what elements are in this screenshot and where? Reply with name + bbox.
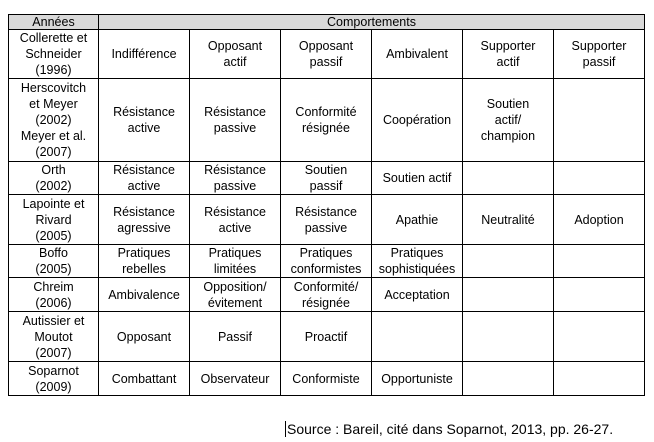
behavior-cell xyxy=(99,278,190,312)
behaviors-table xyxy=(8,14,645,396)
behavior-text: Résistance passive xyxy=(295,204,357,235)
author-cell xyxy=(9,79,99,162)
behavior-cell xyxy=(99,30,190,79)
behavior-cell xyxy=(372,30,463,79)
behavior-text: Combattant xyxy=(111,371,177,386)
author-text: Chreim (2006) xyxy=(33,279,74,310)
behavior-text: Observateur xyxy=(200,371,270,386)
behavior-cell xyxy=(190,362,281,396)
behavior-text: Passif xyxy=(217,329,253,344)
behavior-text: Résistance passive xyxy=(204,163,266,193)
author-cell xyxy=(9,362,99,396)
behavior-cell xyxy=(372,162,463,195)
behavior-cell xyxy=(554,195,645,245)
behavior-text: Résistance active xyxy=(204,204,266,235)
author-text: Lapointe et Rivard (2005) xyxy=(22,196,85,243)
behavior-text: Pratiques limitées xyxy=(208,246,262,276)
author-text: Collerette et Schneider (1996) xyxy=(19,31,88,77)
behavior-cell xyxy=(281,278,372,312)
behavior-text: Résistance agressive xyxy=(113,204,175,235)
behavior-cell xyxy=(99,162,190,195)
behavior-cell xyxy=(281,30,372,79)
behavior-cell xyxy=(554,362,645,396)
behavior-cell xyxy=(281,162,372,195)
author-cell xyxy=(9,245,99,278)
behavior-cell xyxy=(554,30,645,79)
behavior-cell xyxy=(99,312,190,362)
behavior-cell xyxy=(372,195,463,245)
behavior-cell xyxy=(463,195,554,245)
behavior-text: Proactif xyxy=(304,329,348,344)
behavior-text: Opposition/ évitement xyxy=(203,279,267,310)
behavior-text: Soutien actif xyxy=(382,171,452,185)
author-cell xyxy=(9,30,99,79)
behavior-text: Coopération xyxy=(382,113,452,127)
behavior-cell xyxy=(372,245,463,278)
behavior-cell xyxy=(372,79,463,162)
behavior-text: Supporter actif xyxy=(480,39,536,69)
table-row xyxy=(9,245,645,278)
author-cell xyxy=(9,195,99,245)
table-row xyxy=(9,362,645,396)
behavior-cell xyxy=(463,362,554,396)
behavior-text: Résistance passive xyxy=(204,105,266,135)
behavior-cell xyxy=(463,278,554,312)
behavior-cell xyxy=(554,162,645,195)
author-cell xyxy=(9,162,99,195)
header-row xyxy=(9,15,645,30)
behavior-cell xyxy=(554,79,645,162)
behavior-text: Résistance active xyxy=(113,105,175,135)
behavior-text: Pratiques conformistes xyxy=(290,246,362,276)
behavior-cell xyxy=(554,245,645,278)
behavior-cell xyxy=(463,245,554,278)
behavior-cell xyxy=(372,312,463,362)
behavior-cell xyxy=(463,312,554,362)
author-text: Soparnot (2009) xyxy=(28,363,79,394)
behavior-text: Ambivalence xyxy=(108,287,180,302)
behavior-text: Conformité/ résignée xyxy=(293,279,359,310)
behavior-cell xyxy=(190,245,281,278)
author-text: Boffo (2005) xyxy=(35,246,72,276)
behavior-text: Conformité résignée xyxy=(295,105,357,135)
author-cell xyxy=(9,312,99,362)
behavior-cell xyxy=(190,312,281,362)
source-citation xyxy=(285,420,613,438)
behavior-text: Adoption xyxy=(574,212,624,227)
behavior-cell xyxy=(372,362,463,396)
text-cursor xyxy=(285,421,286,437)
behavior-cell xyxy=(190,79,281,162)
table-row xyxy=(9,30,645,79)
behavior-text: Ambivalent xyxy=(386,47,448,61)
behavior-cell xyxy=(554,278,645,312)
behavior-text: Opposant xyxy=(116,329,172,344)
behavior-text: Opportuniste xyxy=(381,371,453,386)
table-row xyxy=(9,79,645,162)
author-text: Orth (2002) xyxy=(35,163,72,193)
behavior-cell xyxy=(372,278,463,312)
table-row xyxy=(9,312,645,362)
source-text: Source : Bareil, cité dans Soparnot, 2013, pp. 26-27. xyxy=(287,421,614,437)
behavior-cell xyxy=(463,79,554,162)
behavior-text: Pratiques rebelles xyxy=(117,246,171,276)
behavior-text: Soutien actif/ champion xyxy=(480,97,536,143)
behavior-text: Opposant passif xyxy=(298,39,354,69)
behavior-cell xyxy=(99,362,190,396)
behavior-cell xyxy=(554,312,645,362)
behavior-cell xyxy=(190,162,281,195)
behavior-text: Pratiques sophistiquées xyxy=(378,246,456,276)
author-cell xyxy=(9,278,99,312)
behavior-cell xyxy=(99,195,190,245)
behavior-cell xyxy=(190,278,281,312)
header-behaviors: Comportements xyxy=(99,15,645,30)
author-text: Herscovitch et Meyer (2002) Meyer et al. (2007) xyxy=(20,81,87,159)
table-row xyxy=(9,162,645,195)
behavior-text: Indifférence xyxy=(111,47,177,61)
behavior-text: Soutien passif xyxy=(304,163,348,193)
behavior-text: Résistance active xyxy=(113,163,175,193)
behavior-cell xyxy=(281,362,372,396)
table-row xyxy=(9,195,645,245)
behavior-cell xyxy=(281,195,372,245)
behavior-cell xyxy=(281,79,372,162)
behavior-cell xyxy=(99,245,190,278)
behavior-text: Apathie xyxy=(395,212,439,227)
behavior-text: Conformiste xyxy=(292,371,360,386)
behavior-cell xyxy=(281,245,372,278)
behavior-text: Supporter passif xyxy=(571,39,627,69)
behavior-cell xyxy=(190,195,281,245)
behavior-cell xyxy=(99,79,190,162)
behavior-text: Opposant actif xyxy=(207,39,263,69)
table-row xyxy=(9,278,645,312)
behavior-cell xyxy=(463,30,554,79)
behavior-cell xyxy=(190,30,281,79)
author-text: Autissier et Moutot (2007) xyxy=(22,313,85,360)
header-years: Années xyxy=(9,15,99,30)
behavior-cell xyxy=(463,162,554,195)
behavior-text: Acceptation xyxy=(384,287,450,302)
behavior-cell xyxy=(281,312,372,362)
behavior-text: Neutralité xyxy=(481,212,535,227)
